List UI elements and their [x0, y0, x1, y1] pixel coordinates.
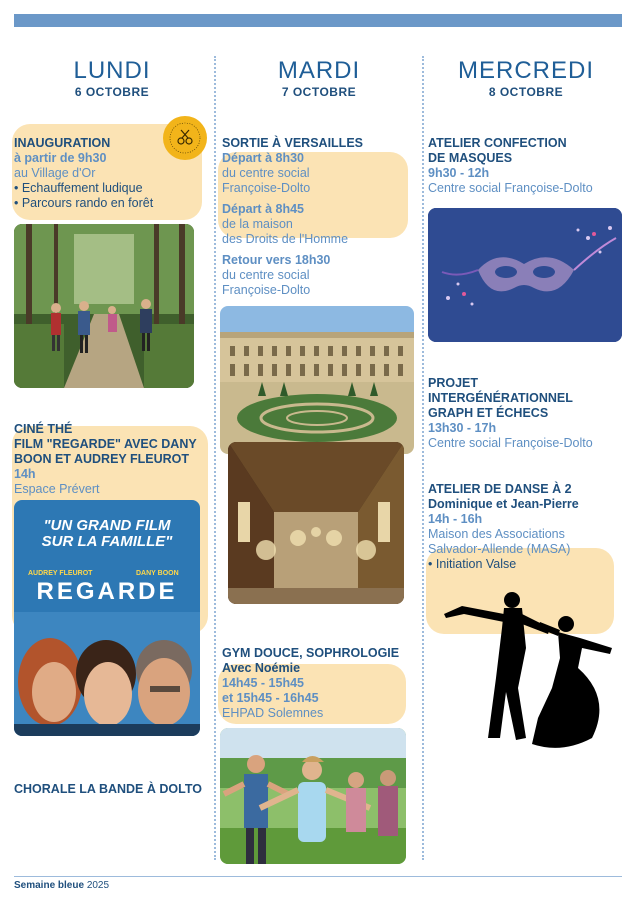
- column-divider: [422, 56, 424, 860]
- footer-divider: [14, 876, 622, 877]
- event-place: Salvador-Allende (MASA): [428, 542, 571, 556]
- event-time: Retour vers 18h30: [222, 253, 331, 267]
- event-title: CINÉ THÉ: [14, 422, 73, 436]
- regarde-movie-poster: [14, 500, 200, 736]
- hall-of-mirrors-photo: [228, 442, 404, 604]
- event-inauguration: [14, 136, 204, 211]
- top-banner-bar: [14, 14, 622, 27]
- event-versailles: [222, 136, 418, 298]
- event-time: à partir de 9h30: [14, 151, 107, 165]
- day-name: LUNDI: [73, 57, 151, 84]
- poster-actor: DANY BOON: [136, 570, 179, 577]
- day-header-tuesday: [220, 58, 418, 99]
- event-host: Avec Noémie: [222, 661, 301, 675]
- event-time: et 15h45 - 16h45: [222, 691, 319, 705]
- event-title: CHORALE LA BANDE À DOLTO: [14, 782, 202, 796]
- gym-sophrologie-photo: [220, 728, 406, 864]
- event-title: BOON ET AUDREY FLEUROT: [14, 452, 190, 466]
- day-date: 6 OCTOBRE: [74, 85, 150, 99]
- event-host: Dominique et Jean-Pierre: [428, 497, 579, 511]
- event-time: 14h - 16h: [428, 512, 483, 526]
- footer-year: 2025: [86, 880, 110, 891]
- event-title: DE MASQUES: [428, 151, 513, 165]
- event-time: 13h30 - 17h: [428, 421, 497, 435]
- event-place: Françoise-Dolto: [222, 181, 311, 195]
- poster-actor: AUDREY FLEUROT: [28, 570, 93, 577]
- event-title: ATELIER DE DANSE À 2: [428, 482, 572, 496]
- event-item: • Echauffement ludique: [14, 181, 143, 195]
- masquerade-mask-photo: [428, 208, 622, 342]
- event-place: au Village d'Or: [14, 166, 96, 180]
- event-title: INAUGURATION: [14, 136, 111, 150]
- day-header-monday: [14, 58, 210, 99]
- event-projet-intergenerationnel: [428, 376, 628, 451]
- event-time: 9h30 - 12h: [428, 166, 490, 180]
- event-title: GRAPH ET ÉCHECS: [428, 406, 549, 420]
- event-atelier-masques: [428, 136, 628, 196]
- event-title: SORTIE À VERSAILLES: [222, 136, 363, 150]
- column-divider: [214, 56, 216, 860]
- footer: [14, 880, 109, 891]
- event-place: Maison des Associations: [428, 527, 565, 541]
- event-place: du centre social: [222, 166, 310, 180]
- event-gym-douce: [222, 646, 418, 721]
- event-place: des Droits de l'Homme: [222, 232, 349, 246]
- event-place: de la maison: [222, 217, 293, 231]
- event-atelier-danse: [428, 482, 628, 572]
- event-title: ATELIER CONFECTION: [428, 136, 567, 150]
- event-time: 14h45 - 15h45: [222, 676, 304, 690]
- event-time: 14h: [14, 467, 36, 481]
- event-title: PROJET: [428, 376, 479, 390]
- hiking-forest-photo: [14, 224, 194, 388]
- footer-event-name: Semaine bleue: [14, 880, 85, 891]
- event-item: • Initiation Valse: [428, 557, 517, 571]
- event-title: GYM DOUCE, SOPHROLOGIE: [222, 646, 400, 660]
- event-place: EHPAD Solemnes: [222, 706, 324, 720]
- versailles-palace-photo: [220, 306, 414, 454]
- event-title: FILM "REGARDE" AVEC DANY: [14, 437, 197, 451]
- poster-tagline: "UN GRAND FILM SUR LA FAMILLE": [41, 517, 173, 550]
- event-place: du centre social: [222, 268, 310, 282]
- event-chorale: [14, 782, 214, 797]
- day-name: MARDI: [277, 57, 361, 84]
- event-place: Françoise-Dolto: [222, 283, 311, 297]
- day-date: 8 OCTOBRE: [488, 85, 564, 99]
- day-date: 7 OCTOBRE: [281, 85, 357, 99]
- day-name: MERCREDI: [457, 57, 594, 84]
- event-place: Espace Prévert: [14, 482, 100, 496]
- event-cine-the: [14, 422, 210, 497]
- day-header-wednesday: [426, 58, 626, 99]
- event-item: • Parcours rando en forêt: [14, 196, 154, 210]
- event-place: Centre social Françoise-Dolto: [428, 436, 593, 450]
- event-title: INTERGÉNÉRATIONNEL: [428, 391, 573, 405]
- event-time: Départ à 8h30: [222, 151, 304, 165]
- event-time: Départ à 8h45: [222, 202, 304, 216]
- dancers-silhouette-icon: [442, 588, 614, 756]
- event-place: Centre social Françoise-Dolto: [428, 181, 593, 195]
- poster-film-title: REGARDE: [36, 578, 178, 605]
